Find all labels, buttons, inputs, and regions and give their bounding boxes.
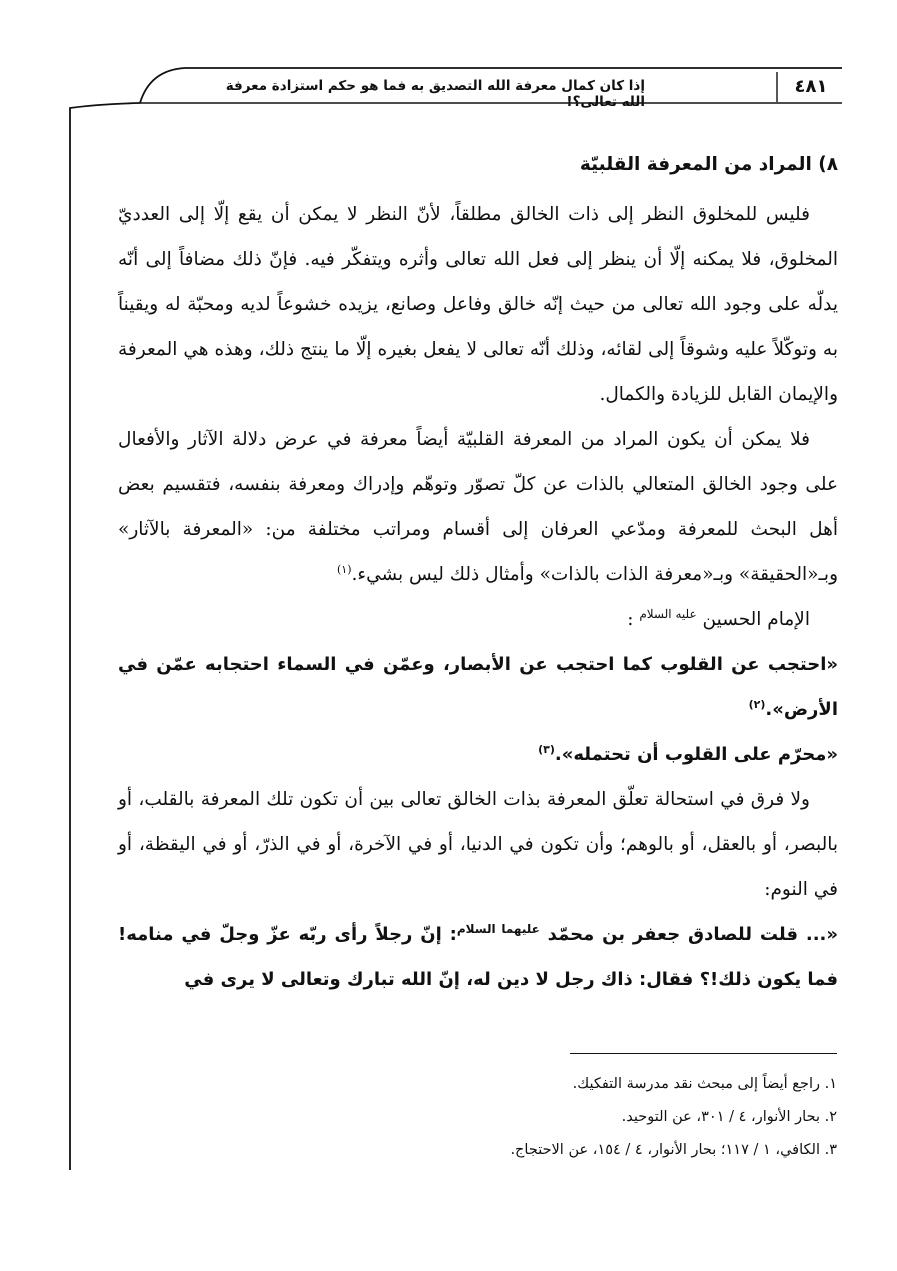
footnote-ref-1[interactable]: (١) xyxy=(337,562,352,576)
footnote-2: ٢. بحار الأنوار، ٤ / ٣٠١، عن التوحيد. xyxy=(621,1109,837,1125)
main-content xyxy=(118,150,838,1002)
imam-name: الإمام الحسين xyxy=(702,609,810,630)
footnote-separator xyxy=(570,1053,837,1054)
salawat-mark-2: عليهما السلام xyxy=(456,922,540,936)
imam-colon: : xyxy=(627,609,634,630)
quote-2-text: «محرّم على القلوب أن تحتمله». xyxy=(554,744,838,765)
quote-1 xyxy=(118,642,838,732)
section-heading: ٨) المراد من المعرفة القلبيّة xyxy=(579,154,838,175)
running-head-title: إذا كان كمال معرفة الله التصديق به فما هو حكم استزادة معرفة الله تعالى؟! xyxy=(225,78,645,110)
footnotes xyxy=(300,1068,837,1167)
paragraph-2-text: فلا يمكن أن يكون المراد من المعرفة القلبيّة أيضاً معرفة في عرض دلالة الآثار والأفعال على وجود الخالق المتعالي بالذات عن كلّ تصوّر وتوهّم وإدراك ومعرفة بنفسه، فتقسيم بعض أهل البحث للمعرفة ومدّعي العرفان إلى أقسام ومراتب مختلفة من: «المعرفة بالآثار» وبـ«الحقيقة» وبـ«معرفة الذات بالذات» وأمثال ذلك ليس بشيء. xyxy=(118,429,838,585)
footnote-3: ٣. الكافي، ١ / ١١٧؛ بحار الأنوار، ٤ / ١٥٤، عن الاحتجاج. xyxy=(510,1142,837,1158)
quote-3-start: «... قلت للصادق جعفر بن محمّد xyxy=(547,924,839,945)
footnote-ref-2[interactable]: (٢) xyxy=(748,698,766,711)
salawat-mark: عليه السلام xyxy=(639,606,697,621)
imam-attribution xyxy=(118,597,838,642)
quote-2 xyxy=(118,732,838,777)
footnote-1: ١. راجع أيضاً إلى مبحث نقد مدرسة التفكيك. xyxy=(572,1076,837,1092)
quote-1-text: «احتجب عن القلوب كما احتجب عن الأبصار، وعمّن في السماء احتجابه عمّن في الأرض». xyxy=(118,654,838,720)
footnote-ref-3[interactable]: (٣) xyxy=(538,743,555,756)
paragraph-2 xyxy=(118,417,838,597)
paragraph-3: ولا فرق في استحالة تعلّق المعرفة بذات الخالق تعالى بين أن تكون تلك المعرفة بالقلب، أو بالبصر، أو بالعقل، أو بالوهم؛ وأن تكون في الدنيا، أو في الآخرة، أو في الذرّ، أو في اليقظة، أو في النوم: xyxy=(118,789,838,900)
paragraph-1: فليس للمخلوق النظر إلى ذات الخالق مطلقاً، لأنّ النظر لا يمكن أن يقع إلّا إلى العدديّ المخلوق، فلا يمكنه إلّا أن ينظر إلى فعل الله تعالى وأثره ويتفكّر فيه. فإنّ ذلك مضافاً إلى أنّه يدلّه على وجود الله تعالى من حيث إنّه خالق وفاعل وصانع، يزيده خشوعاً لديه ومحبّة له ويقيناً به وتوكّلاً عليه وشوقاً إلى لقائه، وذلك أنّه تعالى لا يفعل بغيره إلّا ما ينتج ذلك، وهذه هي المعرفة والإيمان القابل للزيادة والكمال. xyxy=(118,204,838,405)
quote-3-rest: : إنّ رجلاً رأى ربّه عزّ وجلّ في منامه! فما يكون ذلك!؟ فقال: ذاك رجل لا دين له، إنّ الله تبارك وتعالى لا يرى في xyxy=(118,924,838,990)
page-number: ٤٨١ xyxy=(794,76,828,97)
quote-3 xyxy=(118,912,838,1002)
